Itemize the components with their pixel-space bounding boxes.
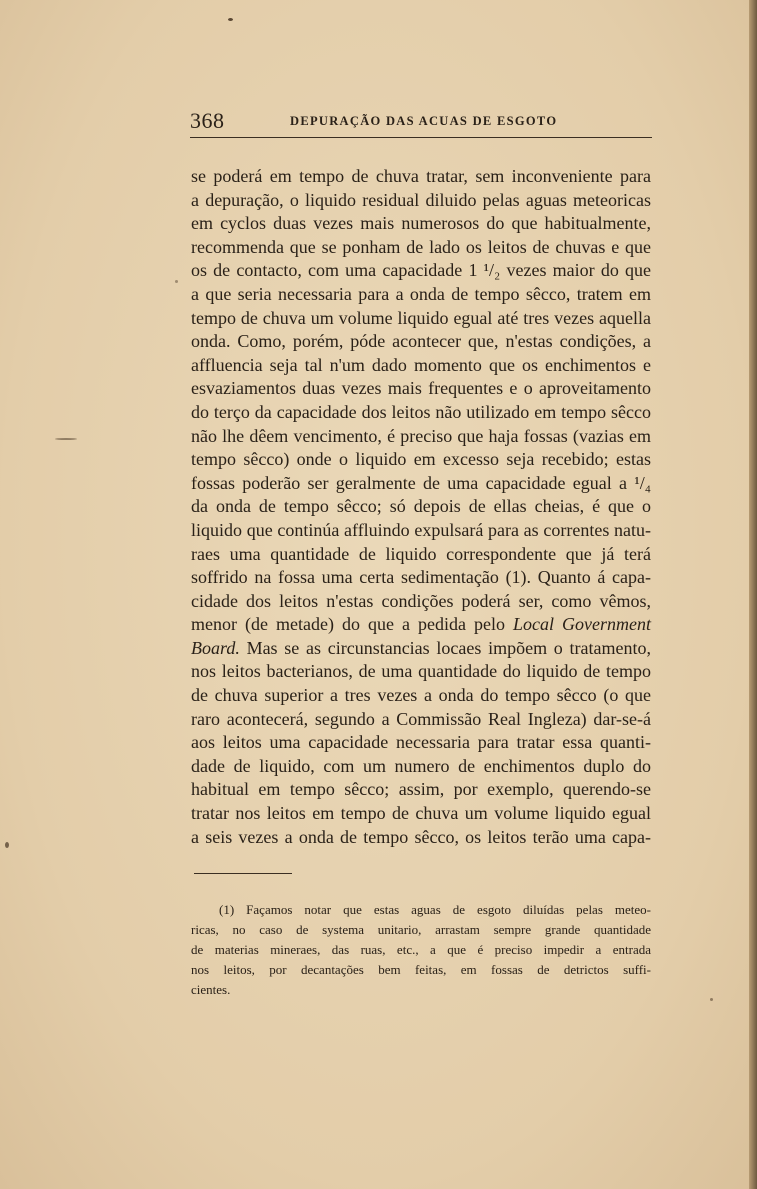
body-line: tempo sêcco) onde o liquido em excesso seja recebido; estas: [191, 449, 651, 470]
header-rule: [190, 137, 652, 138]
footnote-line: (1) Façamos notar que estas aguas de esgoto diluídas pelas meteo-: [219, 902, 651, 917]
paper-speck: [710, 998, 713, 1001]
body-line: tratar nos leitos em tempo de chuva um volume liquido egual: [191, 803, 651, 824]
body-line: em cyclos duas vezes mais numerosos do que habitualmente,: [191, 213, 651, 234]
paper-speck: [228, 18, 233, 21]
page-header: [190, 108, 652, 138]
book-spine-edge: [749, 0, 757, 1189]
body-line: de chuva superior a tres vezes a onda do tempo sêcco (o que: [191, 685, 651, 706]
body-line: raes uma quantidade de liquido correspondente que já terá: [191, 543, 651, 564]
body-line: não lhe dêem vencimento, é preciso que haja fossas (vazias em: [191, 425, 651, 446]
footnote-line: ricas, no caso de systema unitario, arrastam sempre grande quantidade: [191, 922, 651, 937]
running-title: DEPURAÇÃO DAS ACUAS DE ESGOTO: [290, 114, 558, 128]
body-line: fossas poderão ser geralmente de uma capacidade egual a ¹/₄: [191, 472, 651, 493]
body-text: [191, 165, 651, 849]
paper-speck: [5, 842, 9, 848]
body-line: a depuração, o liquido residual diluido pelas aguas meteoricas: [191, 189, 651, 210]
body-line: cidade dos leitos n'estas condições poderá ser, como vêmos,: [191, 590, 651, 611]
body-line: onda. Como, porém, póde acontecer que, n'estas condições, a: [191, 331, 651, 352]
body-line: tempo de chuva um volume liquido egual até tres vezes aquella: [191, 307, 651, 328]
footnote-line: de materias mineraes, das ruas, etc., a que é preciso impedir a entrada: [191, 942, 651, 957]
body-line: da onda de tempo sêcco; só depois de ellas cheias, é que o: [191, 496, 651, 517]
footnote-line: cientes.: [191, 982, 231, 997]
italic-phrase: Board.: [191, 637, 240, 658]
body-line-with-italic: [191, 637, 651, 661]
body-line: nos leitos bacterianos, de uma quantidade do liquido de tempo: [191, 661, 651, 682]
body-line: se poderá em tempo de chuva tratar, sem inconveniente para: [191, 166, 651, 186]
body-line-text: Mas se as circunstancias locaes impõem o tratamento,: [239, 637, 651, 658]
body-line: raro acontecerá, segundo a Commissão Real Ingleza) dar-se-á: [191, 708, 651, 729]
body-line-with-italic: [191, 613, 651, 637]
paper-speck: [55, 438, 77, 440]
body-line: os de contacto, com uma capacidade 1 ¹/₂ vezes maior do que: [191, 260, 651, 281]
paper-speck: [175, 280, 178, 283]
body-line: do terço da capacidade dos leitos não utilizado em tempo sêcco: [191, 401, 651, 422]
page-number: 368: [190, 108, 225, 133]
body-line: recommenda que se ponham de lado os leitos de chuvas e que: [191, 236, 651, 257]
italic-phrase: Local Government: [513, 614, 651, 635]
body-line: aos leitos uma capacidade necessaria para tratar essa quanti-: [191, 732, 651, 753]
body-line: habitual em tempo sêcco; assim, por exemplo, querendo-se: [191, 779, 651, 800]
body-line: liquido que continúa affluindo expulsará para as correntes natu-: [191, 519, 651, 540]
footnote: [191, 900, 651, 1000]
body-line: dade de liquido, com um numero de enchimentos duplo do: [191, 755, 651, 776]
footnote-line: nos leitos, por decantações bem feitas, em fossas de detrictos suffi-: [191, 962, 651, 977]
body-line: esvaziamentos duas vezes mais frequentes e o aproveitamento: [191, 378, 651, 399]
body-line: affluencia seja tal n'um dado momento que os enchimentos e: [191, 354, 651, 375]
body-line: a seis vezes a onda de tempo sêcco, os leitos terão uma capa-: [191, 826, 651, 847]
footnote-rule: [194, 873, 292, 874]
body-line: a que seria necessaria para a onda de tempo sêcco, tratem em: [191, 283, 651, 304]
body-line: soffrido na fossa uma certa sedimentação (1). Quanto á capa-: [191, 567, 651, 588]
body-line-text: menor (de metade) do que a pedida pelo: [191, 614, 505, 635]
